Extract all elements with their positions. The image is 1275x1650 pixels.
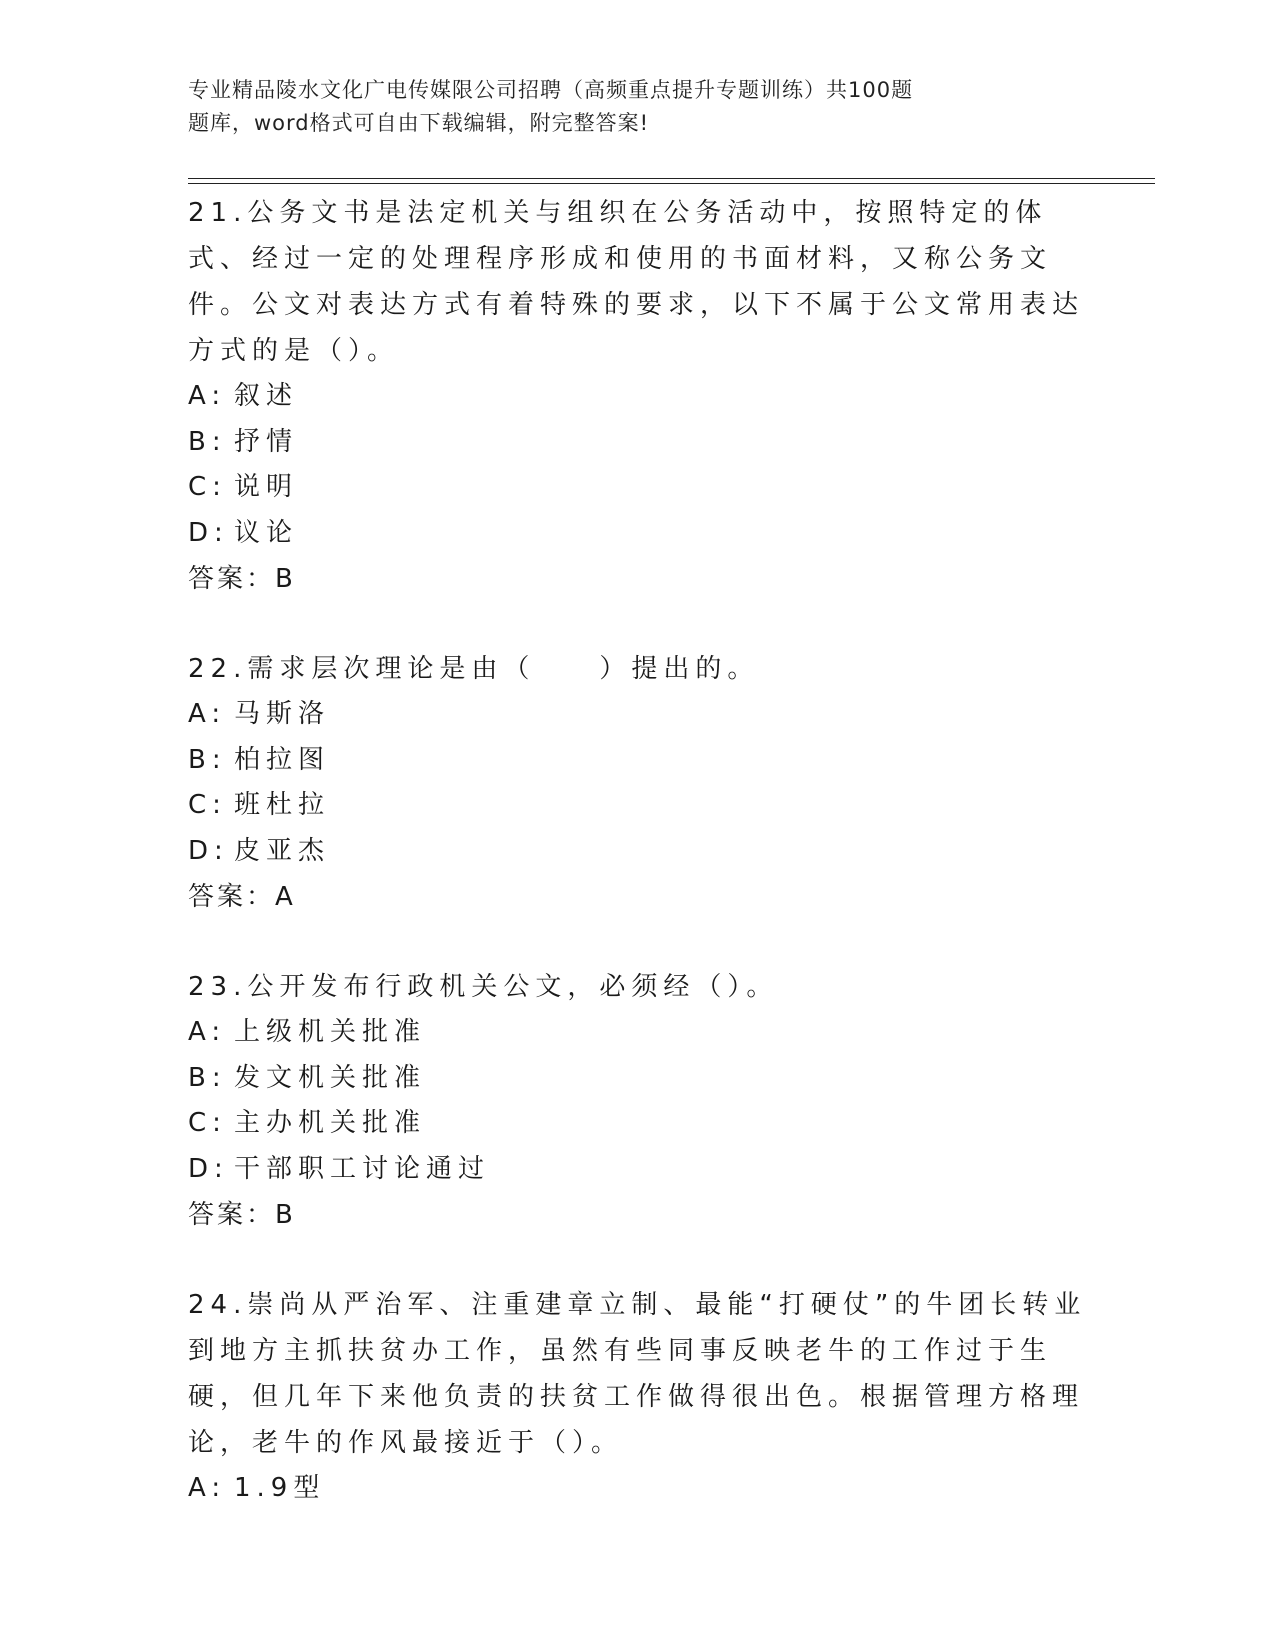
option-text: 柏拉图: [234, 744, 331, 775]
question-list: [188, 190, 1088, 1556]
answer-line: 答案：B: [188, 564, 296, 594]
option-d: [188, 1147, 1088, 1193]
option-a: [188, 374, 1088, 420]
header-divider-bottom: [188, 183, 1155, 184]
option-b: [188, 1056, 1088, 1102]
option-text: 发文机关批准: [234, 1062, 427, 1093]
answer-line: 答案：A: [188, 882, 296, 912]
option-text: 马斯洛: [234, 699, 331, 729]
question-23: [188, 964, 1088, 1238]
option-letter: A:: [188, 1017, 227, 1047]
question-24: [188, 1282, 1088, 1512]
question-stem: 21.公务文书是法定机关与组织在公务活动中，按照特定的体式、经过一定的处理程序形成和使用的书面材料，又称公务文件。公文对表达方式有着特殊的要求，以下不属于公文常用表达方式的是（）。: [188, 198, 1085, 366]
header-line-2: 题库，word格式可自由下载编辑，附完整答案!: [188, 111, 650, 135]
option-letter: D:: [188, 835, 229, 866]
question-stem: 24.崇尚从严治军、注重建章立制、最能“打硬仗”的牛团长转业到地方主抓扶贫办工作，虽然有些同事反映老牛的工作过于生硬，但几年下来他负责的扶贫工作做得很出色。根据管理方格理论，老牛的作风最接近于（）。: [188, 1290, 1087, 1458]
option-a: [188, 692, 1088, 738]
option-d: [188, 829, 1088, 875]
option-text: 说明: [234, 472, 299, 502]
option-letter: B:: [188, 426, 227, 457]
option-letter: B:: [188, 1062, 227, 1093]
option-text: 1.9型: [234, 1473, 326, 1503]
option-text: 主办机关批准: [234, 1108, 427, 1138]
option-letter: C:: [188, 1108, 227, 1138]
question-stem: 23.公开发布行政机关公文，必须经（）。: [188, 972, 779, 1002]
option-c: [188, 465, 1088, 511]
option-letter: A:: [188, 699, 227, 729]
question-21: [188, 190, 1088, 602]
question-22: [188, 646, 1088, 920]
option-c: [188, 1101, 1088, 1147]
header-divider-top: [188, 178, 1155, 179]
option-letter: A:: [188, 381, 227, 411]
page-header: [188, 74, 1028, 140]
option-text: 议论: [234, 517, 299, 548]
option-letter: C:: [188, 472, 227, 502]
option-text: 皮亚杰: [234, 835, 331, 866]
option-d: [188, 511, 1088, 557]
question-stem: 22.需求层次理论是由（ ）提出的。: [188, 654, 760, 684]
option-letter: D:: [188, 517, 229, 548]
option-text: 叙述: [234, 381, 299, 411]
option-letter: A:: [188, 1473, 227, 1503]
option-text: 干部职工讨论通过: [234, 1153, 491, 1184]
option-letter: C:: [188, 790, 227, 820]
option-letter: D:: [188, 1153, 229, 1184]
option-text: 抒情: [234, 426, 299, 457]
option-text: 上级机关批准: [234, 1017, 427, 1047]
option-c: [188, 783, 1088, 829]
header-line-1: 专业精品陵水文化广电传媒限公司招聘（高频重点提升专题训练）共100题: [188, 78, 914, 102]
option-letter: B:: [188, 744, 227, 775]
option-b: [188, 738, 1088, 784]
option-text: 班杜拉: [234, 790, 331, 820]
answer-line: 答案：B: [188, 1200, 296, 1230]
option-a: [188, 1466, 1088, 1512]
option-a: [188, 1010, 1088, 1056]
option-b: [188, 420, 1088, 466]
